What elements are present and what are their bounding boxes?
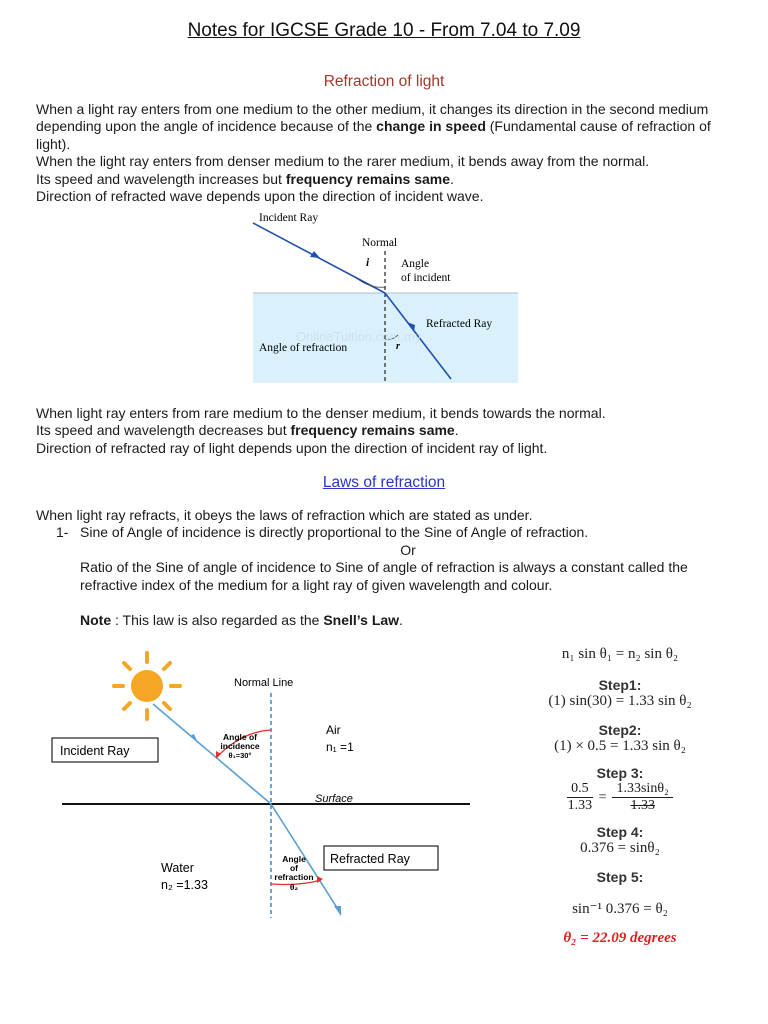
normal-label: Normal [362,237,398,249]
paragraph: Its speed and wavelength increases but frequency remains same. [36,170,454,187]
refraction-diagram-2 [40,648,470,924]
step3-equation: $\frac{0.5}{1.33}$ = $\frac{\text{1.33sinθ₂}}{1.33}$ [490,781,750,814]
step1-label: Step1: [598,677,642,693]
page-title: Notes for IGCSE Grade 10 - From 7.04 to 7.09 [187,20,581,41]
surface-label: Surface [315,793,353,805]
note-line: Note : This law is also regarded as the Snell’s Law. [80,612,403,629]
snells-formula: n₁ sin θ₁ = n₂ sin θ₂ [561,646,679,662]
section2-text [36,405,736,457]
step5-equation: sin⁻¹ 0.376 = θ₂ [572,901,668,917]
refracted-ray-label: Refracted Ray [330,852,410,866]
step3-label: Step 3: [596,765,644,781]
ratio-text: Ratio of the Sine of angle of incidence to Sine of angle of refraction is always a constant called the refractive index of the medium for a light ray of given wavelength and colour. [80,559,688,593]
angle-label: of incident [401,272,451,284]
law-item [36,524,736,541]
sun-icon [114,653,180,719]
step5-label: Step 5: [596,869,644,885]
angle-of-refraction-label: of [289,863,299,873]
paragraph: When the light ray enters from denser medium to the rarer medium, it bends away from the normal. [36,153,650,170]
angle-of-incidence-label: incidence [220,741,260,751]
result: θ₂ = 22.09 degrees [563,930,677,946]
laws-intro: When light ray refracts, it obeys the laws of refraction which are stated as under. [36,507,533,523]
watermark: OnlineTuition.com.my [296,329,422,344]
n2-label: n₂ =1.33 [161,878,208,892]
normal-line-label: Normal Line [234,677,294,689]
step4-equation: 0.376 = sinθ₂ [580,840,660,856]
incident-ray [153,704,271,804]
angle-of-refraction-label: Angle [282,854,306,864]
angle-of-incidence-value: θ₁=30° [228,751,252,760]
step2-label: Step2: [598,722,642,738]
incidence-arc [355,277,385,287]
paragraph: Direction of refracted ray of light depends upon the direction of incident ray of light. [36,439,548,456]
i-label: i [366,257,370,269]
snells-law-steps [490,646,750,947]
incident-ray-label: Incident Ray [60,744,130,758]
step1-equation: (1) sin(30) = 1.33 sin θ₂ [548,693,692,709]
refraction-diagram-1 [248,207,520,385]
law-continuation [36,542,736,630]
water-label: Water [161,861,194,875]
section-heading-refraction: Refraction of light [323,73,445,90]
angle-of-refraction-value: θ₂ [289,882,299,892]
air-label: Air [326,723,341,737]
angle-of-incidence-label: Angle of [223,732,257,742]
paragraph: Its speed and wavelength decreases but frequency remains same. [36,422,459,439]
step4-label: Step 4: [596,824,644,840]
or-label: Or [400,541,416,558]
r-label: r [396,341,400,352]
laws-text [36,507,736,629]
angle-of-refraction-label: refraction [274,872,314,882]
angle-of-refraction-label: Angle of refraction [259,342,348,354]
step2-equation: (1) × 0.5 = 1.33 sin θ₂ [554,738,686,754]
angle-label: Angle [401,258,430,270]
paragraph: When light ray enters from rare medium to the denser medium, it bends towards the normal. [36,405,606,421]
fraction-right: $\frac{\text{1.33sinθ₂}}{1.33}$ [612,781,672,814]
law-number: 1- [56,524,69,541]
section1-text [36,101,736,205]
incident-ray-label: Incident Ray [259,212,319,224]
n1-label: n₁ =1 [326,740,354,754]
law-text: Sine of Angle of incidence is directly proportional to the Sine of Angle of refraction. [80,524,589,541]
section-heading-laws: Laws of refraction [322,474,446,491]
paragraph: Direction of refracted wave depends upon the direction of incident wave. [36,188,484,205]
refracted-ray-label: Refracted Ray [426,318,493,330]
paragraph: When a light ray enters from one medium to the other medium, it changes its direction in the second medium depending upon the angle of incidence because of the change in speed (Fundamental cause of refraction of light). [36,101,711,152]
fraction-left: $\frac{0.5}{1.33}$ [567,781,593,813]
